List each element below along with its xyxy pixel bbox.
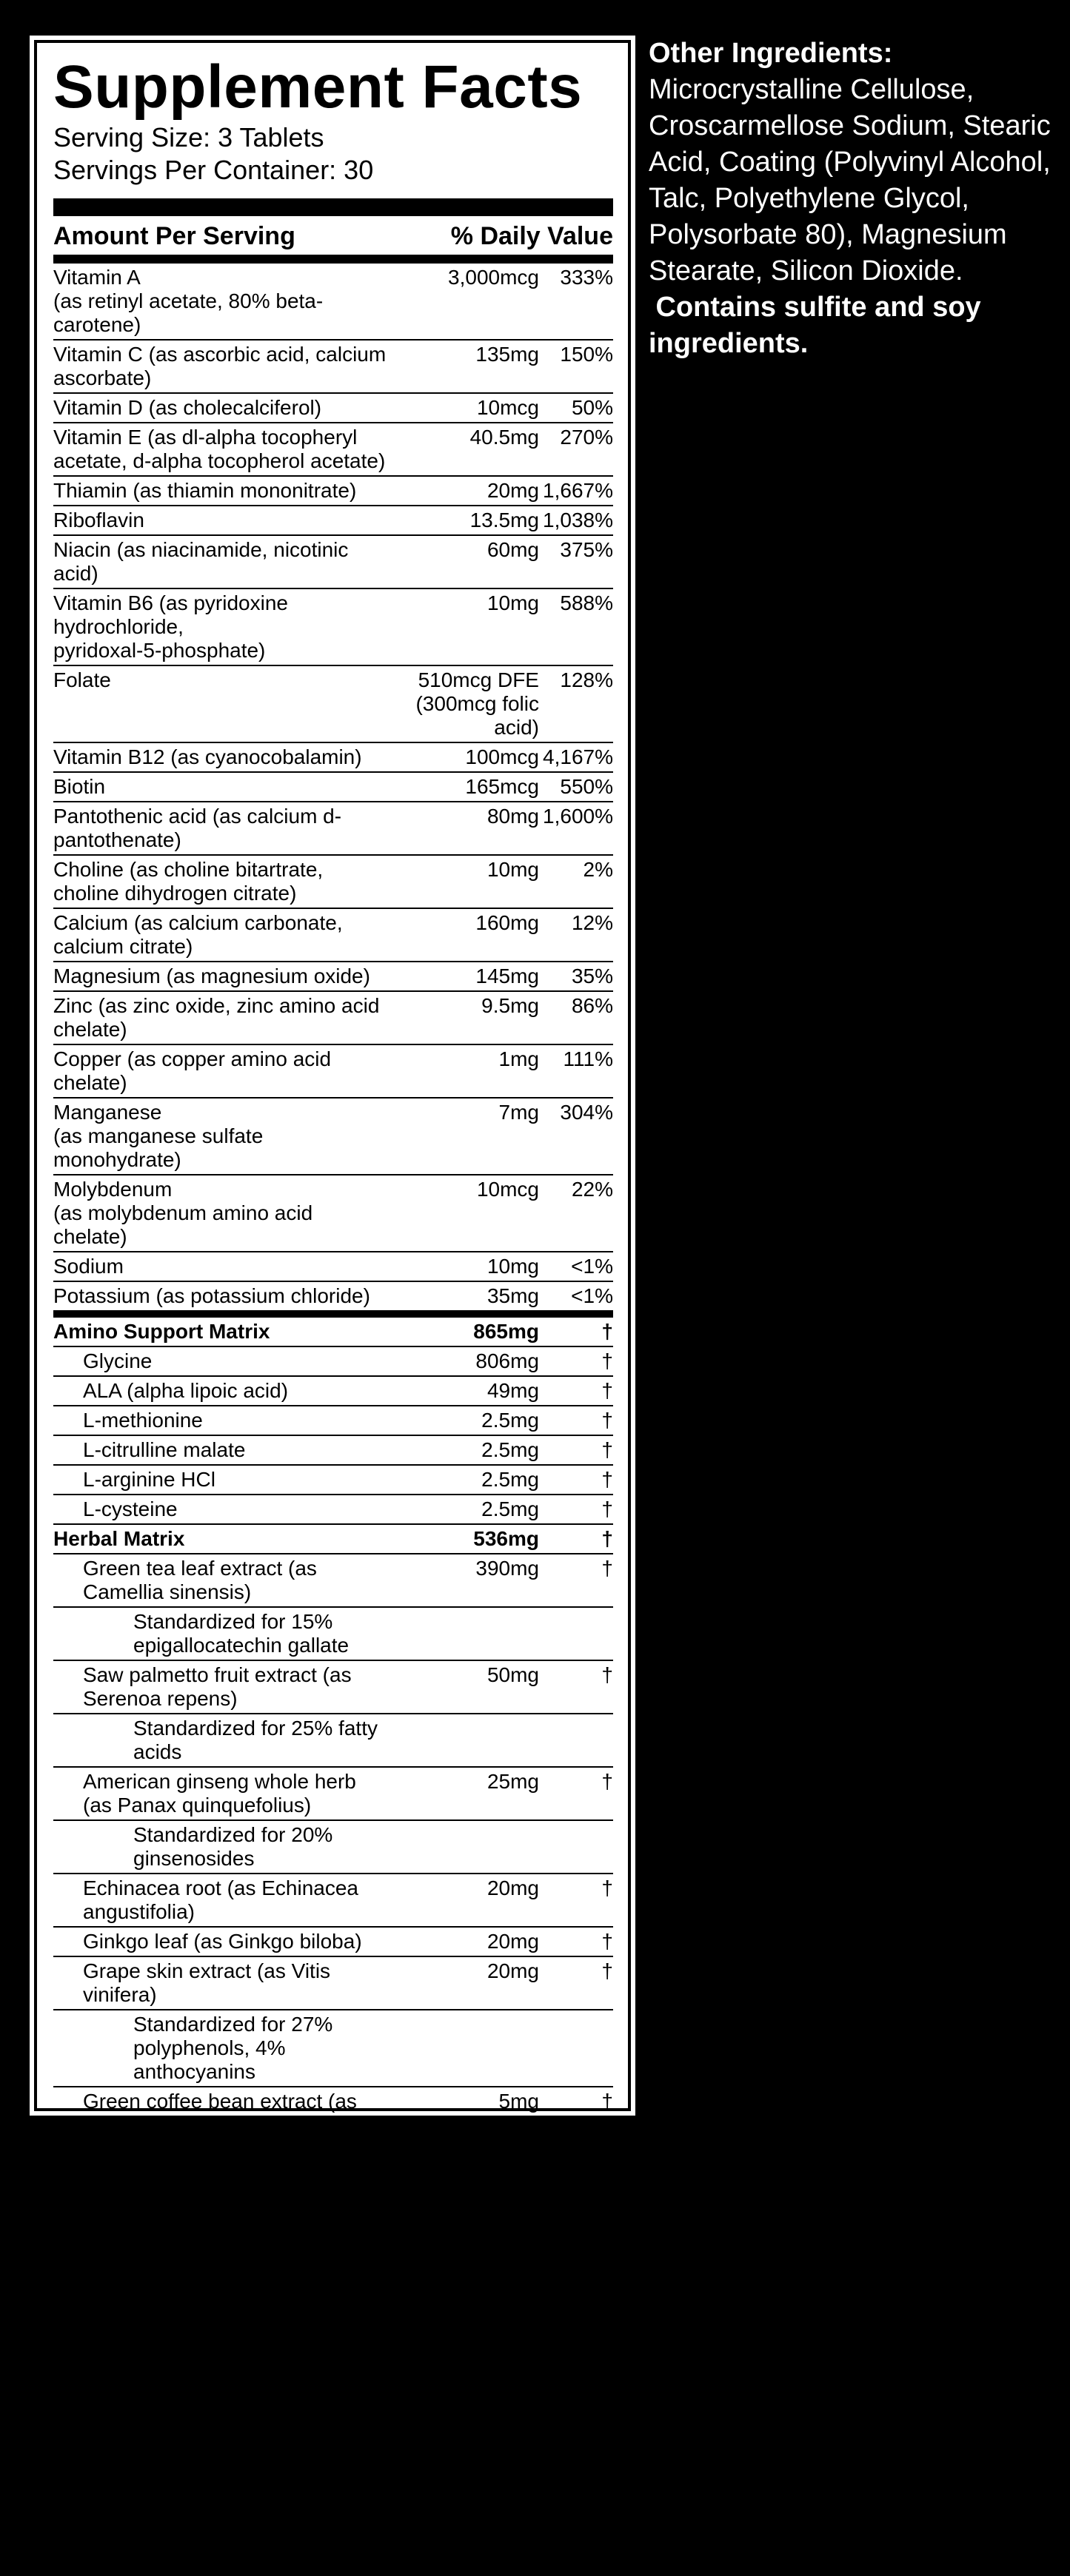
row-name: Standardized for 25% fatty acids [133,1717,378,1763]
row-name: Choline (as choline bitartrate, choline dihydrogen citrate) [53,858,324,905]
row-name: Vitamin A (as retinyl acetate, 80% beta-carotene) [53,266,324,336]
row-daily-value: 550% [560,775,613,798]
row-daily-value: 4,167% [543,745,613,768]
row-daily-value: 35% [571,965,613,987]
row-amount: 35mg [486,1284,539,1307]
row-daily-value: † [601,2368,613,2391]
row-name: Turmeric rhizome extract (as Curcuma longa) [83,2196,347,2243]
row-name: Echinacea root (as Echinacea angustifolia) [83,1876,358,1923]
row-daily-value: † [601,1663,613,1686]
row-amount: 10mg [486,1255,539,1278]
row-amount: 14mg [486,2338,539,2361]
table-row [53,341,613,394]
row-daily-value: † [601,2196,613,2219]
other-ingredients [649,36,1056,362]
row-daily-value: † [601,1468,613,1491]
row-name: Vitamin B6 (as pyridoxine hydrochloride, pyridoxal-5-phosphate) [53,591,288,662]
table-row [53,666,613,743]
table-row [53,1045,613,1099]
row-name: Niacin (as niacinamide, nicotinic acid) [53,538,349,585]
row-name: Vitamin D (as cholecalciferol) [53,396,322,419]
header-amount-per-serving: Amount Per Serving [53,222,295,250]
table-group-row [53,1318,613,1347]
row-daily-value [539,1717,613,1764]
row-daily-value: 1,600% [543,805,613,828]
row-daily-value [539,1823,613,1871]
row-daily-value: † [601,1438,613,1461]
table-row [53,1874,613,1928]
row-daily-value: † [601,2516,613,2539]
other-ingredients-heading: Other Ingredients: [649,38,893,69]
row-daily-value: 150% [560,343,613,366]
table-row [53,1768,613,1821]
row-name: Ginkgo leaf (as Ginkgo biloba) [83,1930,362,1953]
row-name: Copper (as copper amino acid chelate) [53,1047,332,1094]
header-daily-value: % Daily Value [450,222,613,250]
allergen-statement: Contains sulfite and soy ingredients. [649,292,981,359]
table-row [53,1175,613,1252]
row-daily-value: † [601,2427,613,2450]
row-daily-value: † [601,1930,613,1953]
row-amount: 10mcg [476,396,539,419]
row-name: Pantothenic acid (as calcium d-pantothenate) [53,805,342,851]
table-row [53,2484,613,2514]
row-daily-value: 111% [563,1047,613,1070]
table-row [53,2087,613,2141]
row-amount: 145mg [475,965,539,987]
row-amount: 2.5mg [481,1468,539,1491]
row-amount: 60mg [486,538,539,561]
row-amount [391,1717,539,1764]
table-group-row [53,1525,613,1554]
row-amount: 10mcg [476,1178,539,1201]
row-amount: 10mg [486,858,539,881]
row-daily-value: † [601,1876,613,1899]
row-name: L-cysteine [83,1497,178,1520]
row-daily-value: 2% [583,858,613,881]
row-daily-value: 270% [560,426,613,449]
row-daily-value [539,2013,613,2084]
row-daily-value: † [601,1959,613,1982]
row-name: Magnesium (as magnesium oxide) [53,965,370,987]
table-row [53,536,613,589]
row-daily-value: 22% [571,1178,613,1201]
row-daily-value [539,2143,613,2190]
row-amount: 20mg [486,1876,539,1899]
row-amount: 20mg [486,479,539,502]
row-name: Potassium (as potassium chloride) [53,1284,370,1307]
row-daily-value: <1% [571,1284,613,1307]
table-row [53,2141,613,2194]
row-amount: 10mg [486,2398,539,2421]
row-daily-value: † [601,1349,613,1372]
row-amount: 20mg [486,1930,539,1953]
row-name: L-citrulline malate [83,1438,246,1461]
panel-title: Supplement Facts [53,53,583,121]
row-name: Potassium chloride [83,2309,258,2332]
row-name: Zinc (as zinc oxide, zinc amino acid chelate) [53,994,380,1041]
table-row [53,477,613,506]
row-name: Green tea leaf extract (as Camellia sinensis) [83,1557,317,1603]
row-amount: 72mg [486,2309,539,2332]
row-daily-value: 1,038% [543,509,613,531]
row-daily-value: † [601,2279,613,2302]
table-row [53,1608,613,1661]
row-name: Vitamin B12 (as cyanocobalamin) [53,745,362,768]
row-name: American ginseng whole herb (as Panax quinquefolius) [83,1770,356,1817]
table-row [53,2366,613,2395]
row-daily-value: 375% [560,538,613,561]
table-row [53,909,613,962]
footnote: † Daily Value not established. [53,2555,267,2574]
row-name: Inositol [83,2398,149,2421]
row-name: Biotin [53,775,106,798]
row-name: Standardized for 27% polyphenols, 4% anthocyanins [133,2013,333,2083]
row-amount [391,2143,539,2190]
table-row [53,1957,613,2010]
row-name: Mineral Support Complex [53,2279,305,2302]
row-amount: 20mg [486,1959,539,1982]
row-amount: 13mg [486,2368,539,2391]
table-row [53,506,613,536]
row-daily-value: † [601,2457,613,2480]
row-amount: 9.5mg [481,994,539,1017]
row-name: Standardized for 20% ginsenosides [133,1823,333,1870]
row-amount: 100mcg [465,745,539,768]
row-name: Enzyme Complex [53,2457,225,2480]
row-name: Vitamin C (as ascorbic acid, calcium ascorbate) [53,343,387,389]
row-name: Sodium [53,1255,124,1278]
row-name: Boron (as boron citrate) [83,2427,301,2450]
row-amount: 10mg [486,591,539,614]
row-name: L-methionine [83,1409,203,1432]
table-row [53,423,613,477]
row-amount: 50mg [484,2457,539,2480]
table-row [53,2194,613,2247]
table-row [53,1495,613,1525]
nutrient-table [53,264,613,2542]
row-daily-value: † [601,2338,613,2361]
row-amount: 80mg [486,805,539,828]
row-amount [391,1823,539,1871]
table-row [53,2307,613,2336]
row-name: Amylase [83,2486,163,2509]
row-amount: 25mg [486,2486,539,2509]
row-name: Molybdenum (as molybdenum amino acid chelate) [53,1178,313,1248]
table-row [53,589,613,666]
row-name: Standardized for 15% epigallocatechin gallate [133,1610,350,1657]
table-row [53,1714,613,1768]
row-daily-value: † [601,1320,613,1343]
table-row [53,1466,613,1495]
row-daily-value: † [601,1497,613,1520]
row-name: ALA (alpha lipoic acid) [83,1379,289,1402]
row-name: Calcium (as calcium carbonate, calcium citrate) [53,911,343,958]
row-daily-value: † [601,1527,613,1550]
row-name: L-arginine HCl [83,1468,215,1491]
row-amount: 536mg [473,1527,539,1550]
row-daily-value: 50% [571,396,613,419]
row-daily-value: † [601,2090,613,2113]
table-row [53,2010,613,2087]
header-divider [53,255,613,264]
row-amount: 10mg [486,2427,539,2450]
row-name: Herbal Matrix [53,1527,185,1550]
row-name: Green coffee bean extract (as Coffea arabica) [83,2090,357,2136]
table-row [53,743,613,773]
table-row [53,1554,613,1608]
row-name: Folate [53,668,111,691]
row-name: Glycine [83,1349,153,1372]
table-row [53,1928,613,1957]
table-row [53,992,613,1045]
table-row [53,2247,613,2277]
row-name: Manganese (as manganese sulfate monohydrate) [53,1101,264,1171]
row-daily-value: 333% [560,266,613,289]
table-row [53,264,613,341]
row-amount [391,1610,539,1657]
row-amount: 135mg [475,343,539,366]
row-daily-value: 128% [560,668,613,691]
row-amount: 50mg [486,1663,539,1686]
other-ingredients-text [649,72,1056,362]
row-amount: 119mg [474,2279,539,2302]
table-row [53,1252,613,1282]
table-group-row [53,2455,613,2484]
row-amount: 1.25mg [469,2250,539,2273]
table-row [53,2395,613,2425]
row-name: Octacosanol (from rice wax) [83,2250,341,2273]
row-daily-value: † [601,1770,613,1793]
row-amount: 2.5mg [481,1497,539,1520]
row-name: Standardized for 45% chlorogenic acids [133,2143,333,2190]
table-row [53,1099,613,1175]
row-amount: 13.5mg [469,509,539,531]
table-row [53,1377,613,1406]
table-row [53,1282,613,1318]
row-name: Papain [83,2516,148,2539]
row-daily-value: † [601,2486,613,2509]
table-row [53,1406,613,1436]
row-daily-value: 304% [560,1101,613,1124]
row-daily-value: 86% [571,994,613,1017]
row-name: Vitamin E (as dl-alpha tocopheryl acetate, d-alpha tocopherol acetate) [53,426,386,472]
serving-size: Serving Size: 3 Tablets [53,122,324,152]
table-row [53,773,613,802]
row-daily-value [539,1610,613,1657]
row-name: Grape skin extract (as Vitis vinifera) [83,1959,331,2006]
row-amount: 806mg [475,1349,539,1372]
row-daily-value: † [601,1409,613,1432]
row-amount: 7mg [498,1101,539,1124]
row-amount: 2.5mg [481,1438,539,1461]
row-amount: 160mg [475,911,539,934]
thick-divider [53,198,613,216]
table-row [53,394,613,423]
supplement-facts-panel [34,40,631,2574]
table-row [53,1436,613,1466]
row-daily-value: † [601,1379,613,1402]
row-name: Saw palmetto fruit extract (as Serenoa repens) [83,1663,352,1710]
row-daily-value: 1,667% [543,479,613,502]
row-amount: 40.5mg [469,426,539,449]
row-daily-value: 588% [560,591,613,614]
table-row [53,1347,613,1377]
table-row [53,2336,613,2366]
row-amount: 510mcg DFE (300mcg folic acid) [415,668,539,739]
row-name: Choline bitartrate [83,2338,241,2361]
table-row [53,2425,613,2455]
table-row [53,856,613,909]
footer-divider [53,2542,613,2551]
row-daily-value: † [601,2309,613,2332]
row-amount: 49mg [486,1379,539,1402]
row-name: Thiamin (as thiamin mononitrate) [53,479,357,502]
row-daily-value: † [601,2250,613,2273]
table-row [53,1821,613,1874]
row-amount [391,2013,539,2084]
table-row [53,2514,613,2542]
row-amount: 25mg [486,1770,539,1793]
table-group-row [53,2277,613,2307]
servings-per-container: Servings Per Container: 30 [53,155,374,185]
row-amount: 25mg [486,2516,539,2539]
row-name: Amino Support Matrix [53,1320,270,1343]
row-daily-value: <1% [571,1255,613,1278]
row-amount: 3,000mcg [448,266,539,289]
table-header [53,216,613,255]
row-amount: 2.5mg [481,1409,539,1432]
other-ingredients-list: Microcrystalline Cellulose, Croscarmellose Sodium, Stearic Acid, Coating (Polyvinyl Alcohol, Talc, Polyethylene Glycol, Polysorbate 80), Magnesium Stearate, Silicon Dioxide. [649,74,1051,286]
row-amount: 5mg [498,2090,539,2113]
row-daily-value: † [601,2398,613,2421]
table-row [53,802,613,856]
row-amount: 865mg [473,1320,539,1343]
row-amount: 165mcg [465,775,539,798]
row-daily-value: 12% [571,911,613,934]
row-amount: 390mg [475,1557,539,1580]
row-name: Choline dihydrogen citrate [83,2368,324,2391]
row-daily-value: † [601,1557,613,1580]
row-name: Riboflavin [53,509,144,531]
row-amount: 5mg [498,2196,539,2219]
row-amount: 1mg [498,1047,539,1070]
table-row [53,1661,613,1714]
table-row [53,962,613,992]
